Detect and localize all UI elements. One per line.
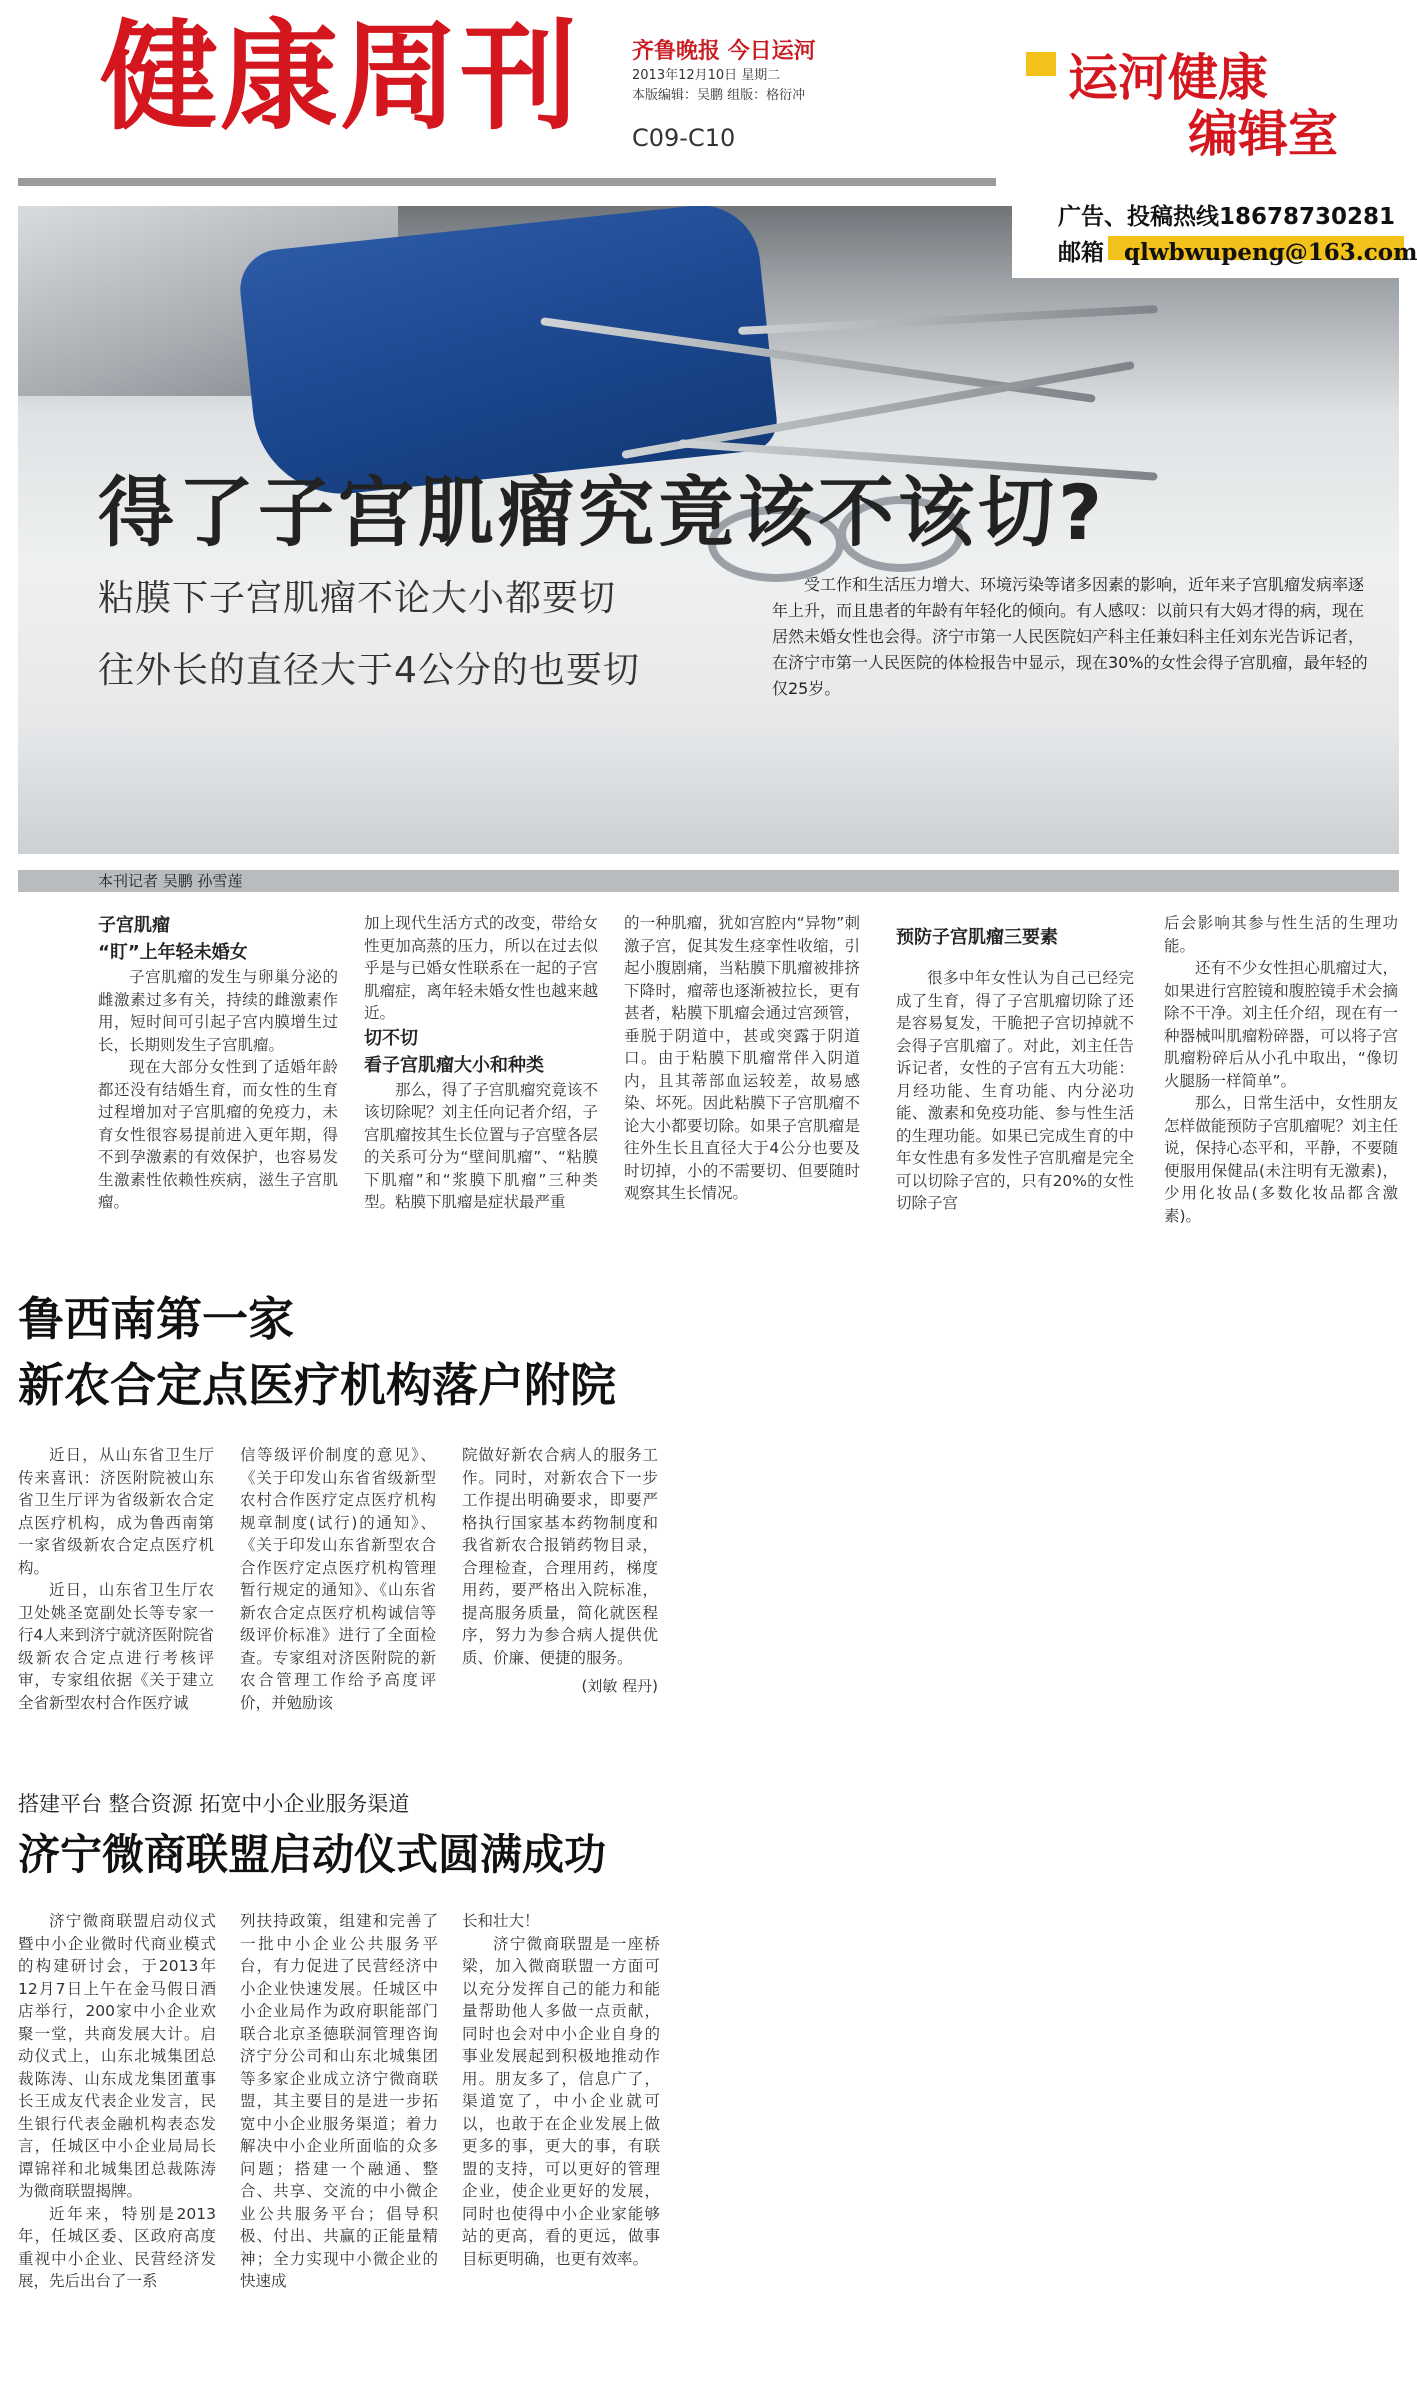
paragraph: 列扶持政策，组建和完善了一批中小企业公共服务平台，有力促进了民营经济中小企业快速发展。任城区中小企业局作为政府职能部门联合北京圣德联洞管理咨询济宁分公司和山东北城集团等多家企业成立济宁微商联盟，其主要目的是进一步拓宽中小企业服务渠道；着力解决中小企业所面临的众多问题；搭建一个融通、整合、共享、交流的中小微企业公共服务平台；倡导积极、付出、共赢的正能量精神；全力实现中小微企业的快速成 [240,1912,438,2290]
paragraph: 济宁微商联盟是一座桥梁，加入微商联盟一方面可以充分发挥自己的能力和能量帮助他人多做一点贡献，同时也会对中小企业自身的事业发展起到积极地推动作用。朋友多了，信息广了，渠道宽了，中小企业就可以，也敢于在企业发展上做更多的事，更大的事，有联盟的支持，可以更好的管理企业，使企业更好的发展，同时也使得中小企业家能够站的更高，看的更远，做事目标更明确，也更有效率。 [462,1934,660,2268]
section-heading: 切不切 [364,1027,418,1049]
email-row [1058,234,1417,267]
feature-lead: 受工作和生活压力增大、环境污染等诸多因素的影响，近年来子宫肌瘤发病率逐年上升，而且患者的年龄有年轻化的倾向。有人感叹：以前只有大妈才得的病，现在居然未婚女性也会得。济宁市第一人民医院妇产科主任兼妇科主任刘东光告诉记者，在济宁市第一人民医院的体检报告中显示，现在30%的女性会得子宫肌瘤，最年轻的仅25岁。 [772,575,1368,698]
hotline-text: 广告、投稿热线18678730281 [1058,204,1396,230]
byline: 本刊记者 吴鹏 孙雪莲 [98,872,243,890]
page-number: C09-C10 [632,124,736,152]
paragraph: 济宁微商联盟启动仪式暨中小企业微时代商业模式的构建研讨会，于2013年12月7日上午在金马假日酒店举行，200家中小企业欢聚一堂，共商发展大计。启动仪式上，山东北城集团总裁陈涛、山东成龙集团董事长王成友代表企业发言，民生银行代表金融机构表态发言，任城区中小企业局局长谭锦祥和北城集团总裁陈涛为微商联盟揭牌。 [18,1912,216,2200]
paragraph: 的一种肌瘤，犹如宫腔内“异物”刺激子宫，促其发生痉挛性收缩，引起小腹剧痛，当粘膜下肌瘤被排挤下降时，瘤蒂也逐渐被拉长，更有甚者，粘膜下肌瘤会通过宫颈管，垂脱于阴道中，甚或突露于阴道口。由于粘膜下肌瘤常伴入阴道内，且其蒂部血运较差，故易感染、坏死。因此粘膜下子宫肌瘤不论大小都要切除。如果子宫肌瘤是往外生长且直径大于4公分也要及时切掉，小的不需要切、但要随时观察其生长情况。 [624,914,860,1202]
email-label: 邮箱 [1058,240,1104,266]
feature-column-5 [1164,912,1398,1227]
news2-kicker: 搭建平台 整合资源 拓宽中小企业服务渠道 [18,1792,410,1816]
news1-author: (刘敏 程丹) [581,1677,658,1695]
feature-headline: 得了子宫肌瘤究竟该不该切? [98,468,1107,557]
issue-editors: 本版编辑：吴鹏 组版：格衍冲 [632,88,806,103]
paragraph: 子宫肌瘤的发生与卵巢分泌的雌激素过多有关，持续的雌激素作用，短时间可引起子宫内膜增生过长，长期则发生子宫肌瘤。 [98,968,338,1054]
paragraph: 近日，山东省卫生厅农卫处姚圣宽副处长等专家一行4人来到济宁就济医附院省级新农合定点进行考核评审，专家组依据《关于建立全省新型农村合作医疗诚 [18,1581,214,1712]
paragraph: 还有不少女性担心肌瘤过大，如果进行宫腔镜和腹腔镜手术会摘除不干净。刘主任介绍，现在有一种器械叫肌瘤粉碎器，可以将子宫肌瘤粉碎后从小孔中取出，“像切火腿肠一样简单”。 [1164,959,1398,1090]
editorial-subtitle: 编辑室 [1188,105,1338,163]
paragraph: 院做好新农合病人的服务工作。同时，对新农合下一步工作提出明确要求，即要严格执行国家基本药物制度和我省新农合报销药物目录，合理检查，合理用药，梯度用药，要严格出入院标准，提高服务质量，简化就医程序，努力为参合病人提供优质、价廉、便捷的服务。 [462,1446,658,1667]
feature-column-1 [98,912,338,1214]
news1-column-1 [18,1444,214,1714]
highlight-mark [1026,52,1056,76]
news1-headline-1: 鲁西南第一家 [18,1292,294,1346]
news2-column-3 [462,1910,660,2270]
paper-name: 齐鲁晚报 今日运河 [632,38,816,64]
paragraph: 长和壮大！ [462,1912,540,1930]
paragraph: 那么，得了子宫肌瘤究竟该不该切除呢？刘主任向记者介绍，子宫肌瘤按其生长位置与子宫壁各层的关系可分为“壁间肌瘤”、“粘膜下肌瘤”和“浆膜下肌瘤”三种类型。粘膜下肌瘤是症状最严重 [364,1080,598,1211]
instrument-shape [738,305,1158,335]
paragraph: 信等级评价制度的意见》、《关于印发山东省省级新型农村合作医疗定点医疗机构规章制度(试行)的通知》、《关于印发山东省新型农合合作医疗定点医疗机构管理暂行规定的通知》、《山东省新农合定点医疗机构诚信等级评价标准》进行了全面检查。专家组对济医附院的新农合管理工作给予高度评价，并勉励该 [240,1446,436,1712]
feature-column-4 [896,924,1134,1215]
news1-column-2 [240,1444,436,1714]
paragraph: 那么，日常生活中，女性朋友怎样做能预防子宫肌瘤呢？刘主任说，保持心态平和，平静，不要随便服用保健品(未注明有无激素)，少用化妆品(多数化妆品都含激素)。 [1164,1094,1398,1225]
section-heading: 预防子宫肌瘤三要素 [896,927,1058,948]
paragraph: 加上现代生活方式的改变，带给女性更加高蒸的压力，所以在过去似乎是与已婚女性联系在一起的子宫肌瘤症，离年轻未婚女性也越来越近。 [364,914,598,1022]
feature-column-2 [364,912,598,1214]
news2-column-1 [18,1910,216,2293]
feature-subheadline-2: 往外长的直径大于4公分的也要切 [98,650,640,691]
masthead-rule [18,178,996,186]
issue-date: 2013年12月10日 星期二 [632,68,781,83]
news1-column-3 [462,1444,658,1698]
paragraph: 后会影响其参与性生活的生理功能。 [1164,914,1398,955]
masthead-title: 健康周刊 [100,8,581,146]
feature-subheadline-1: 粘膜下子宫肌瘤不论大小都要切 [98,578,617,619]
news2-column-2 [240,1910,438,2293]
news2-headline: 济宁微商联盟启动仪式圆满成功 [18,1830,607,1879]
paragraph: 很多中年女性认为自己已经完成了生育，得了子宫肌瘤切除了还是容易复发，干脆把子宫切掉就不会得子宫肌瘤了。对此，刘主任告诉记者，女性的子宫有五大功能：月经功能、生育功能、内分泌功能、激素和免疫功能、参与性生活的生理功能。如果已完成生育的中年女性患有多发性子宫肌瘤是完全可以切除子宫的，只有20%的女性切除子宫 [896,969,1134,1212]
section-subheading: 看子宫肌瘤大小和种类 [364,1054,544,1076]
section-heading: 子宫肌瘤 [98,915,170,936]
editorial-box [1012,38,1417,278]
paragraph: 现在大部分女性到了适婚年龄都还没有结婚生育，而女性的生育过程增加对子宫肌瘤的免疫力，未育女性很容易提前进入更年期，得不到孕激素的有效保护，也容易发生激素性依赖性疾病，滋生子宫肌瘤。 [98,1058,338,1211]
feature-column-3 [624,912,860,1205]
paragraph: 近日，从山东省卫生厅传来喜讯：济医附院被山东省卫生厅评为省级新农合定点医疗机构，成为鲁西南第一家省级新农合定点医疗机构。 [18,1446,214,1577]
section-subheading: “盯”上年轻未婚女 [98,942,248,963]
email-address[interactable]: qlwbwupeng@163.com [1124,239,1417,266]
issue-meta [632,66,805,106]
news1-headline-2: 新农合定点医疗机构落户附院 [18,1358,616,1412]
paragraph: 近年来，特别是2013年，任城区委、区政府高度重视中小企业、民营经济发展，先后出台了一系 [18,2204,216,2290]
editorial-title: 运河健康 [1068,49,1268,107]
